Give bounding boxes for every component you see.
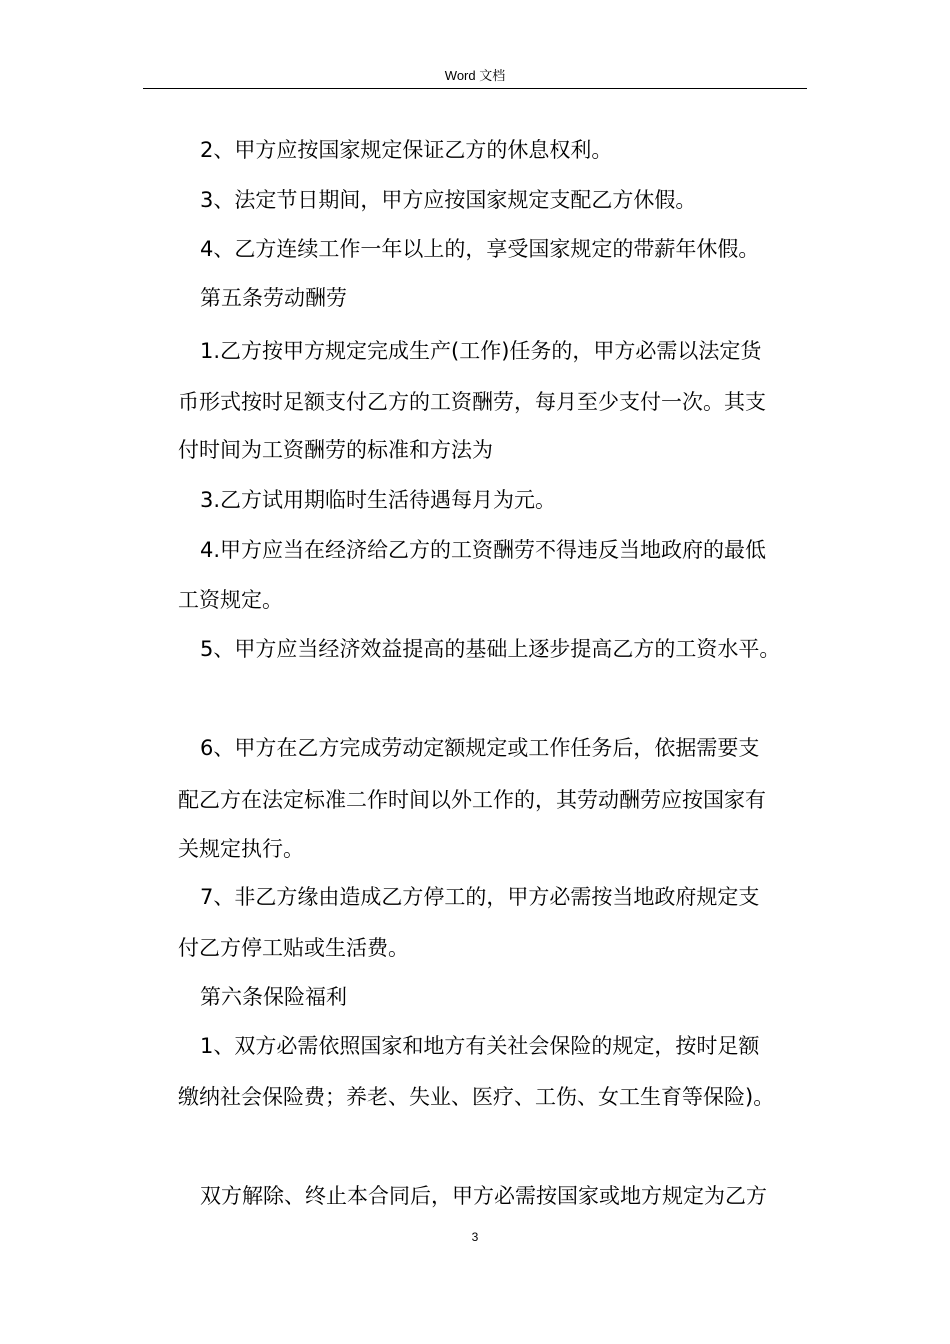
body-line: 5、甲方应当经济效益提高的基础上逐步提高乙方的工资水平。	[200, 637, 781, 661]
body-line: 1.乙方按甲方规定完成生产(工作)任务的，甲方必需以法定货	[200, 339, 762, 363]
body-line: 6、甲方在乙方完成劳动定额规定或工作任务后，依据需要支	[200, 736, 760, 760]
page-number: 3	[471, 1230, 479, 1244]
section-heading: 第六条保险福利	[200, 985, 347, 1009]
body-line: 缴纳社会保险费；养老、失业、医疗、工伤、女工生育等保险)。	[178, 1085, 775, 1109]
body-line: 关规定执行。	[178, 837, 304, 861]
body-line: 4、乙方连续工作一年以上的，享受国家规定的带薪年休假。	[200, 237, 760, 261]
body-line: 双方解除、终止本合同后，甲方必需按国家或地方规定为乙方	[200, 1184, 767, 1208]
body-line: 2、甲方应按国家规定保证乙方的休息权利。	[200, 138, 613, 162]
body-line: 7、非乙方缘由造成乙方停工的，甲方必需按当地政府规定支	[200, 885, 760, 909]
body-line: 工资规定。	[178, 588, 283, 612]
body-line: 3.乙方试用期临时生活待遇每月为元。	[200, 488, 557, 512]
body-line: 配乙方在法定标准二作时间以外工作的，其劳动酬劳应按国家有	[178, 788, 766, 812]
header-rule	[143, 88, 807, 89]
body-line: 付乙方停工贴或生活费。	[178, 936, 409, 960]
body-line: 付时间为工资酬劳的标准和方法为	[178, 438, 493, 462]
body-line: 1、双方必需依照国家和地方有关社会保险的规定，按时足额	[200, 1034, 760, 1058]
body-line: 4.甲方应当在经济给乙方的工资酬劳不得违反当地政府的最低	[200, 538, 767, 562]
section-heading: 第五条劳动酬劳	[200, 286, 347, 310]
header-title: Word 文档	[444, 68, 506, 83]
body-line: 币形式按时足额支付乙方的工资酬劳，每月至少支付一次。其支	[178, 390, 766, 414]
body-line: 3、法定节日期间，甲方应按国家规定支配乙方休假。	[200, 188, 697, 212]
